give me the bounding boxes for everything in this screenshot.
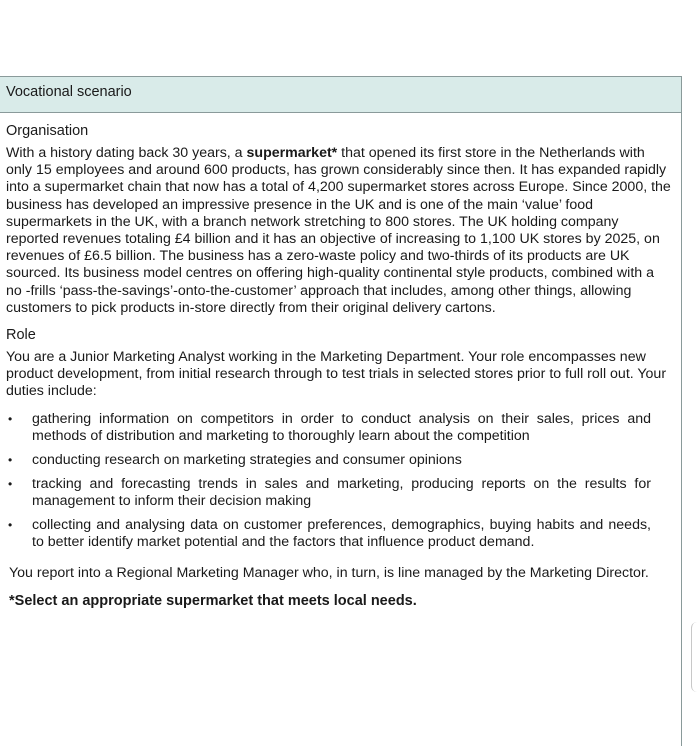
scenario-panel <box>0 76 682 746</box>
organisation-paragraph <box>6 145 671 317</box>
duty-item <box>6 452 671 469</box>
page-edge-shadow <box>691 622 698 692</box>
bullet-icon: • <box>8 517 13 532</box>
duty-item <box>6 476 671 510</box>
duty-text: collecting and analysing data on customer preferences, demographics, buying habits and needs, to better identify market potential and the factors that influence product demand. <box>32 516 651 550</box>
supermarket-term: supermarket* <box>246 145 338 161</box>
footnote: *Select an appropriate supermarket that meets local needs. <box>9 592 417 609</box>
bullet-icon: • <box>8 411 13 426</box>
panel-header: Vocational scenario <box>0 77 681 113</box>
role-paragraph: You are a Junior Marketing Analyst working in the Marketing Department. Your role encompasses new product development, from initial research through to test trials in selected stores prior to full roll out. Your duties include: <box>6 349 667 400</box>
duty-item <box>6 517 671 551</box>
bullet-icon: • <box>8 452 13 467</box>
panel-content <box>0 122 681 610</box>
duties-list <box>6 411 671 551</box>
organisation-text-rest: that opened its first store in the Netherlands with only 15 employees and around 600 products, has grown considerably since then. It has expanded rapidly into a supermarket chain that now has a total of 4,200 supermarket stores across Europe. Since 2000, the business has developed an impressive presence in the UK and is one of the main ‘value’ food supermarkets in the UK, with a branch network stretching to 800 stores. The UK holding company reported revenues totaling £4 billion and it has an objective of increasing to 1,100 UK stores by 2025, on revenues of £6.5 billion. The business has a zero-waste policy and two-thirds of its products are UK sourced. Its business model centres on offering high-quality continental style products, combined with a no -frills ‘pass-the-savings’-onto-the-customer’ approach that includes, among other things, allowing customers to pick products in-store directly from their original delivery cartons. <box>6 145 671 316</box>
duty-text: conducting research on marketing strategies and consumer opinions <box>32 451 462 468</box>
duty-item <box>6 411 671 445</box>
role-heading: Role <box>6 327 36 344</box>
bullet-icon: • <box>8 476 13 491</box>
organisation-heading: Organisation <box>6 123 89 139</box>
reporting-line-paragraph: You report into a Regional Marketing Manager who, in turn, is line managed by the Marketing Director. <box>9 564 649 581</box>
organisation-text-start: With a history dating back 30 years, a <box>6 145 247 161</box>
duty-text: tracking and forecasting trends in sales and marketing, producing reports on the results for management to inform their decision making <box>32 475 651 509</box>
duty-text: gathering information on competitors in order to conduct analysis on their sales, prices and methods of distribution and marketing to thoroughly learn about the competition <box>32 410 651 444</box>
